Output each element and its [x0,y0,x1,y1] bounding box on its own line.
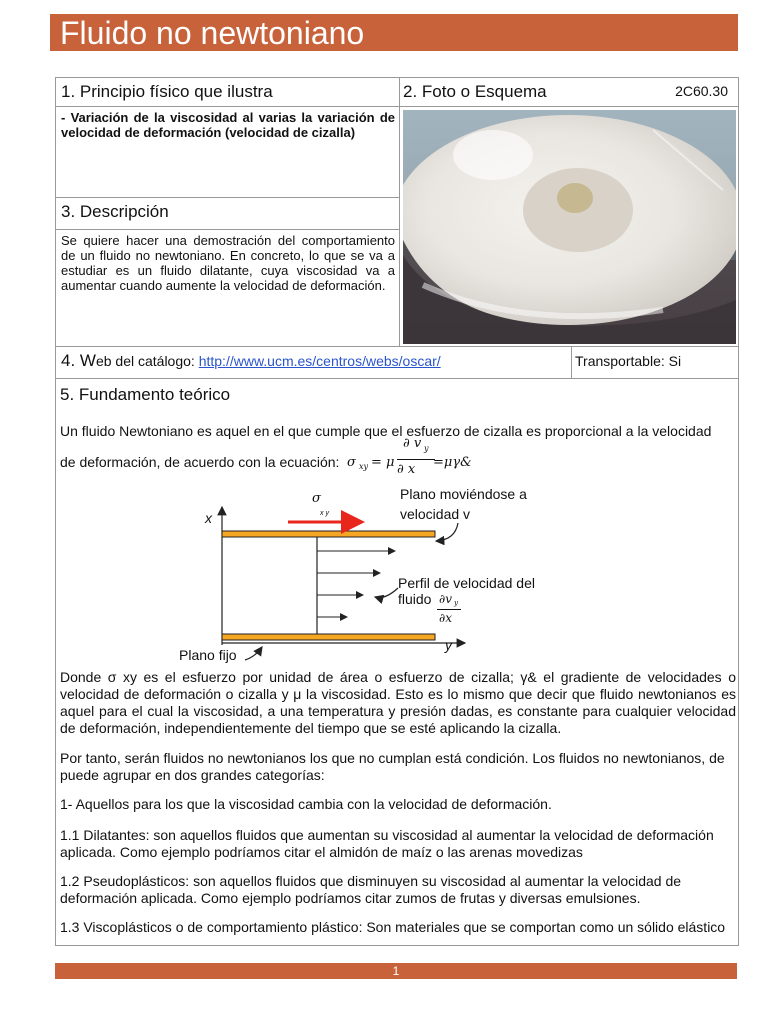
section-3-header [55,197,400,230]
transportable-text: Transportable: Si [575,353,682,369]
profile-label-line-1: Perfil de velocidad del [398,575,535,591]
moving-plate-pointer [436,523,458,541]
section-1-header [55,77,400,107]
fixed-plate [222,634,435,640]
section-3-heading: 3. Descripción [61,202,169,221]
page-number: 1 [392,964,400,978]
fixed-plate-pointer [245,647,262,660]
moving-plate-label [400,484,527,524]
profile-fraction-num-sub: y [454,599,458,607]
section-4-heading-rest: eb del catálogo: [95,353,199,369]
moving-plate [222,531,435,537]
eq-numerator-sub: y [424,444,429,453]
newton-equation [345,435,472,480]
section-1-body [55,106,400,198]
catalog-web-line [61,351,441,371]
section-3-body [55,229,400,347]
paragraph-1-line-2: de deformación, de acuerdo con la ecuación: [60,454,340,470]
paragraph-7: 1.3 Viscoplásticos o de comportamiento plástico: Son materiales que se comportan como un sólido elástico [60,919,726,935]
fixed-plate-label: Plano fijo [179,647,237,663]
profile-label-line-2: fluido [398,591,432,607]
profile-fraction-num: ∂v [439,592,452,606]
title-bar [50,14,738,51]
section-1-heading: 1. Principio físico que ilustra [61,82,273,101]
section-5-heading: 5. Fundamento teórico [60,385,231,404]
catalog-link[interactable]: http://www.ucm.es/centros/webs/oscar/ [198,353,441,369]
moving-plate-label-line-1: Plano moviéndose a [400,486,527,502]
principle-text: - Variación de la viscosidad al varias la variación de velocidad de deformación (velocidad de cizalla) [61,110,395,140]
x-axis-label: x [205,510,212,526]
eq-fraction-bar [397,459,435,460]
moving-plate-label-line-2: velocidad v [400,506,471,522]
paragraph-2: Donde σ xy es el esfuerzo por unidad de área o esfuerzo de cizalla; γ& el gradiente de velocidades o velocidad de deformación o cizalla y μ la viscosidad. Esto es lo mismo que decir que fluido newtonianos es aquel para el cual la viscosidad, a una temperatura y presión dadas, es constante para cualquier velocidad de deformación, independientemente del tiempo que se esté aplicando la cizalla. [60,669,736,736]
eq-equals-mu: = μ [371,455,395,470]
section-4-heading-num: 4. W [61,351,96,370]
profile-fraction [437,590,463,630]
transportable-cell [571,346,739,379]
section-2-heading: 2. Foto o Esquema [403,82,547,101]
profile-fraction-den: ∂x [439,611,452,625]
paragraph-4: 1- Aquellos para los que la viscosidad cambia con la velocidad de deformación. [60,796,552,812]
diagram-sigma-sub: x y [320,510,329,517]
eq-denominator: ∂ x [397,462,416,477]
eq-sigma-sub: xy [359,462,369,471]
paragraph-6: 1.2 Pseudoplásticos: son aquellos fluidos que disminuyen su viscosidad al aumentar la velocidad de deformación aplicada. Como ejemplo podríamos citar zumos de frutas y diversas emulsiones. [60,873,682,906]
eq-rhs: =μγ& [433,455,472,470]
y-axis-label: y [445,637,452,653]
eq-numerator: ∂ v [403,436,422,451]
eq-sigma: σ [347,455,356,470]
diagram-sigma: σ [312,491,321,506]
profile-pointer [375,588,398,598]
paragraph-1-line-1: Un fluido Newtoniano es aquel en el que cumple que el esfuerzo de cizalla es proporcional a la velocidad [60,423,712,439]
page-title: Fluido no newtoniano [60,15,365,51]
section-2-header [399,77,739,107]
catalog-code: 2C60.30 [675,83,728,99]
fluid-photo [403,110,736,344]
paragraph-5: 1.1 Dilatantes: son aquellos fluidos que aumentan su viscosidad al aumentar la velocidad de deformación aplicada. Como ejemplo podríamos citar el almidón de maíz o las arenas movedizas [60,827,714,860]
profile-fraction-bar [437,609,461,610]
paragraph-3: Por tanto, serán fluidos no newtonianos los que no cumplan está condición. Los fluidos no newtonianos, de puede agrupar en dos grandes categorías: [60,750,725,783]
description-text: Se quiere hacer una demostración del comportamiento de un fluido no newtoniano. En concreto, lo que se va a estudiar es un fluido dilatante, cuya viscosidad va a aumentar cuando aumente la velocidad de deformación. [61,233,395,293]
footer-bar [55,963,737,979]
section-4-cell [55,346,572,379]
photo-cell [399,106,739,347]
